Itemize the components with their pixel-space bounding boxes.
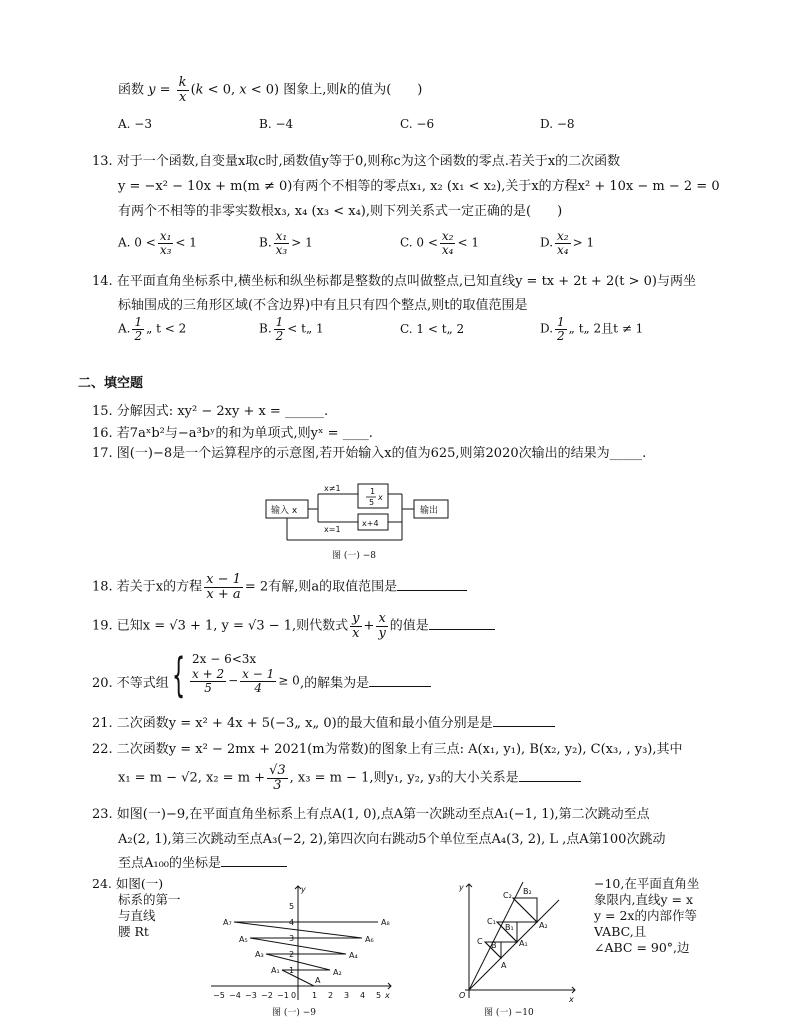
q20-prefix: 20. 不等式组: [92, 676, 169, 691]
fig10-label-x: x: [569, 995, 574, 1004]
q14-option-d[interactable]: D. $\frac{1}{2}$ „ t„ 2且t ≠ 1: [540, 315, 644, 343]
fig10-label-o: O: [459, 991, 466, 1000]
flow-op1-num: 1: [370, 487, 376, 496]
fig10-label-b: B: [491, 941, 497, 950]
fig9-xtick-m2: −2: [261, 991, 273, 1000]
q23-line1: 23. 如图(一)−9,在平面直角坐标系上有点A(1, 0),点A第一次跳动至点A₁(−1, 1),第二次跳动至点: [92, 807, 650, 822]
fig9-point-a6: A₆: [365, 935, 374, 944]
q13-line3: 有两个不相等的非零实数根x₃, x₄ (x₃ < x₄),则下列关系式一定正确的是( ): [118, 204, 563, 219]
q24-left-4: 腰 Rt: [118, 924, 149, 939]
fig10-label-b2: B₂: [523, 887, 532, 896]
q24-left-2: 标系的第一: [118, 892, 181, 907]
q13-line2: y = −x² − 10x + m(m ≠ 0)有两个不相等的零点x₁, x₂ (x₁ < x₂),关于x的方程x² + 10x − m − 2 = 0: [118, 179, 720, 194]
fig10-caption: 图 (一) −10: [484, 1008, 534, 1018]
flow-output-label: 输出: [420, 506, 439, 516]
fig9-xtick-m1: −1: [277, 991, 289, 1000]
q12-option-d[interactable]: D. −8: [540, 117, 575, 131]
fig9-point-a: A: [315, 976, 321, 985]
fig10-label-c1: C₁: [487, 917, 496, 926]
q12-option-a[interactable]: A. −3: [118, 117, 152, 131]
q20-answer-blank[interactable]: [369, 686, 431, 687]
fig10-label-c: C: [477, 937, 483, 946]
q21-answer-blank[interactable]: [493, 726, 555, 727]
q14-line1: 14. 在平面直角坐标系中,横坐标和纵坐标都是整数的点叫做整点,已知直线y = tx + 2t + 2(t > 0)与两坐: [92, 274, 697, 289]
flow-cond1-label: x≠1: [324, 484, 341, 493]
fig9-point-a4: A₄: [349, 951, 358, 960]
q22-answer-blank[interactable]: [519, 781, 581, 782]
q20-row2: $\frac{x + 2}{5}$ − $\frac{x - 1}{4}$ ≥ 0: [192, 667, 300, 695]
fig9-xtick-2: 2: [328, 991, 334, 1000]
q13-option-c[interactable]: C. 0 < $\frac{\text{x₂}}{\text{x₄}}$ < 1: [400, 229, 479, 257]
q24-right-5: ∠ABC = 90°,边: [594, 940, 690, 955]
fig10-label-b1: B₁: [505, 923, 514, 932]
q22-line2: x₁ = m − √2, x₂ = m + $\frac{√3}{3}$ , x₃ = m − 1,则y₁, y₂, y₃的大小关系是: [118, 764, 581, 792]
q16: 16. 若7aˣb²与−a³bʸ的和为单项式,则yˣ = ____.: [92, 426, 373, 441]
fig10-label-a2: A₂: [539, 921, 548, 930]
fig9-xtick-m5: −5: [213, 991, 225, 1000]
fig9-xtick-0: 0: [291, 991, 297, 1000]
fig9-ytick-1: 1: [289, 966, 295, 975]
fig9-y-label: y: [301, 885, 306, 894]
q24-left-3: 与直线: [118, 908, 156, 923]
q24-right-2: 象限内,直线y = x: [594, 892, 694, 907]
q24-right-1: −10,在平面直角坐: [594, 876, 700, 891]
fig9-point-a1: A₁: [271, 966, 280, 975]
q18: 18. 若关于x的方程 $\frac{x - 1}{x + a}$ = 2有解,则a的取值范围是: [92, 573, 467, 601]
q12-option-c[interactable]: C. −6: [400, 117, 435, 131]
flow-op2-label: x+4: [362, 519, 379, 528]
flow-op1-var: x: [378, 493, 383, 502]
q23-answer-blank[interactable]: [221, 866, 287, 867]
flow-input-label: 输入 x: [271, 506, 298, 516]
fig9-ytick-4: 4: [289, 918, 295, 927]
fig9-point-a3: A₃: [255, 950, 264, 959]
q19: 19. 已知x = √3 + 1, y = √3 − 1,则代数式 $\frac{y}{x}$ + $\frac{x}{y}$ 的值是: [92, 612, 495, 640]
fig10-label-a: A: [501, 961, 507, 970]
fig9-ytick-5: 5: [289, 902, 295, 911]
q12-stem: 函数 y = $\frac{k}{x}$ (k < 0, x < 0) 图象上,则k的值为( ): [118, 75, 423, 105]
fig9-ytick-2: 2: [289, 950, 295, 959]
q24-left-1: 24. 如图(一): [92, 876, 164, 891]
fig9-xtick-1: 1: [312, 991, 318, 1000]
fig9-point-a8: A₈: [381, 918, 390, 927]
fig10-label-y: y: [459, 883, 464, 892]
q23-line3: 至点A₁₀₀的坐标是: [118, 852, 287, 871]
flow-diagram: [262, 480, 456, 546]
figure-9: [205, 882, 395, 1004]
fig9-caption: 图 (一) −9: [272, 1008, 317, 1018]
fig9-xtick-4: 4: [360, 991, 366, 1000]
q20-brace: {: [172, 648, 186, 702]
q12-option-b[interactable]: B. −4: [259, 117, 294, 131]
flow-op1-den: 5: [369, 498, 375, 507]
fig9-xtick-m3: −3: [245, 991, 257, 1000]
fig9-xtick-3: 3: [344, 991, 350, 1000]
flow-cond2-label: x=1: [324, 525, 341, 534]
q14-option-c[interactable]: C. 1 < t„ 2: [400, 322, 465, 336]
fig10-label-c2: C₂: [503, 891, 512, 900]
fig9-point-a7: A₇: [223, 918, 232, 927]
q18-answer-blank[interactable]: [397, 590, 467, 591]
q13-option-b[interactable]: B. $\frac{\text{x₁}}{\text{x₃}}$ > 1: [259, 229, 313, 257]
q13-line1: 13. 对于一个函数,自变量x取c时,函数值y等于0,则称c为这个函数的零点.若关于x的二次函数: [92, 154, 621, 169]
fig9-xtick-5: 5: [376, 991, 382, 1000]
q13-option-d[interactable]: D. $\frac{\text{x₂}}{\text{x₄}}$ > 1: [540, 229, 595, 257]
fig9-point-a2: A₂: [333, 968, 342, 977]
q24-right-3: y = 2x的内部作等: [594, 908, 697, 923]
q21: 21. 二次函数y = x² + 4x + 5(−3„ x„ 0)的最大值和最小值分别是是: [92, 712, 555, 731]
fig9-x-label: x: [385, 991, 390, 1000]
q13-option-a[interactable]: A. 0 < $\frac{\text{x₁}}{\text{x₃}}$ < 1: [118, 229, 197, 257]
figure-10: [455, 880, 580, 1006]
fig10-label-a1: A₁: [519, 939, 528, 948]
section-fill-in-title: 二、填空题: [78, 376, 144, 391]
q19-answer-blank[interactable]: [429, 629, 495, 630]
q22-line1: 22. 二次函数y = x² − 2mx + 2021(m为常数)的图象上有三点: A(x₁, y₁), B(x₂, y₂), C(x₃, , y₃),其中: [92, 742, 683, 757]
q24-right-4: VABC,且: [594, 924, 647, 939]
q14-option-b[interactable]: B. $\frac{1}{2}$ < t„ 1: [259, 315, 324, 343]
q14-line2: 标轴围成的三角形区域(不含边界)中有且只有四个整点,则t的取值范围是: [118, 298, 528, 313]
q17: 17. 图(一)−8是一个运算程序的示意图,若开始输入x的值为625,则第2020次输出的结果为_____.: [92, 446, 647, 461]
flow-caption: 图 (一) −8: [332, 551, 377, 561]
q20-suffix: ,的解集为是: [300, 672, 431, 691]
q20-row1: 2x − 6<3x: [192, 652, 257, 666]
q12-fraction: $\frac{k}{x}$: [178, 75, 187, 105]
q15: 15. 分解因式: xy² − 2xy + x = ______.: [92, 404, 329, 419]
fig9-ytick-3: 3: [289, 934, 295, 943]
q23-line2: A₂(2, 1),第三次跳动至点A₃(−2, 2),第四次向右跳动5个单位至点A₄(3, 2), L ,点A第100次跳动: [118, 832, 666, 847]
q14-option-a[interactable]: A. $\frac{1}{2}$ „ t < 2: [118, 315, 187, 343]
fig9-point-a5: A₅: [239, 935, 248, 944]
fig9-xtick-m4: −4: [229, 991, 241, 1000]
